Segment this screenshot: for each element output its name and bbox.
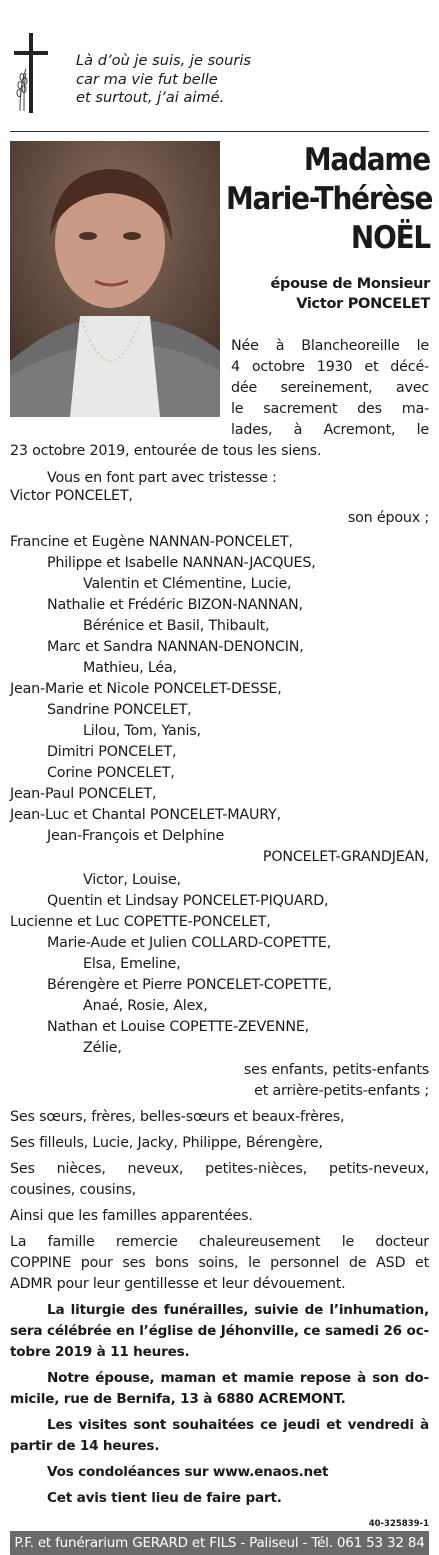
quote-line: Là d’où je suis, je souris: [76, 52, 252, 69]
quote-line: car ma vie fut belle: [76, 70, 218, 88]
birth-text-line: 4 octobre 1930 et décé-: [231, 359, 429, 375]
liturgy-line: tobre 2019 à 11 heures.: [10, 1344, 190, 1360]
family-line: Anaé, Rosie, Alex,: [83, 998, 208, 1014]
family-line: Marc et Sandra NANNAN-DENONCIN,: [47, 639, 304, 655]
family-line: Sandrine PONCELET,: [47, 702, 192, 718]
relatives-line: Ses sœurs, frères, belles-sœurs et beaux-frères,: [10, 1109, 345, 1125]
birth-text-line: Née à Blancheoreille le: [231, 338, 429, 354]
epitaph-quote: [76, 52, 376, 108]
family-line: Bérengère et Pierre PONCELET-COPETTE,: [47, 977, 332, 993]
quote-line: et surtout, j’ai aimé.: [76, 89, 225, 106]
relatives-line: cousines, cousins,: [10, 1182, 137, 1198]
family-line: Mathieu, Léa,: [83, 660, 177, 676]
family-line: son époux ;: [347, 510, 429, 526]
family-line: Victor PONCELET,: [10, 488, 133, 504]
liturgy-line: La liturgie des funérailles, suivie de l’inhumation,: [47, 1302, 429, 1318]
birth-text-line: 23 octobre 2019, entourée de tous les siens.: [10, 443, 322, 459]
thanks-line: La famille remercie chaleureusement le docteur: [10, 1234, 429, 1250]
relatives-line: Ses nièces, neveux, petites-nièces, petits-neveux,: [10, 1161, 429, 1177]
family-line: Lucienne et Luc COPETTE-PONCELET,: [10, 914, 271, 930]
family-line: Jean-Marie et Nicole PONCELET-DESSE,: [10, 681, 282, 697]
family-line: Francine et Eugène NANNAN-PONCELET,: [10, 534, 293, 550]
visits-line: partir de 14 heures.: [10, 1438, 160, 1454]
deceased-surname: NOËL: [350, 220, 430, 256]
family-line: Victor, Louise,: [83, 872, 181, 888]
repose-line: micile, rue de Bernifa, 13 à 6880 ACREMONT.: [10, 1391, 346, 1407]
family-line: et arrière-petits-enfants ;: [254, 1083, 429, 1099]
relatives-line: Ainsi que les familles apparentées.: [10, 1208, 253, 1224]
notice-line: Cet avis tient lieu de faire part.: [47, 1490, 282, 1506]
thanks-line: ADMR pour leur gentillesse et leur dévouement.: [10, 1276, 346, 1292]
family-line: Nathan et Louise COPETTE-ZEVENNE,: [47, 1019, 310, 1035]
repose-line: Notre épouse, maman et mamie repose à son do-: [47, 1370, 429, 1386]
spouse-line: épouse de Monsieur: [270, 276, 430, 292]
family-line: Nathalie et Frédéric BIZON-NANNAN,: [47, 597, 303, 613]
family-line: Corine PONCELET,: [47, 765, 175, 781]
spouse-line: Victor PONCELET: [296, 296, 430, 312]
family-line: Elsa, Emeline,: [83, 956, 181, 972]
family-line: Marie-Aude et Julien COLLARD-COPETTE,: [47, 935, 332, 951]
family-line: Lilou, Tom, Yanis,: [83, 723, 201, 739]
family-line: Philippe et Isabelle NANNAN-JACQUES,: [47, 555, 316, 571]
birth-text-line: le sacrement des ma-: [231, 401, 429, 417]
family-line: Quentin et Lindsay PONCELET-PIQUARD,: [47, 893, 329, 909]
liturgy-line: sera célébrée en l’église de Jéhonville, ce samedi 26 oc-: [10, 1323, 429, 1339]
portrait-photo: [10, 141, 220, 417]
cross-wheat-icon: [12, 33, 50, 113]
family-line: Bérénice et Basil, Thibault,: [83, 618, 270, 634]
family-line: Jean-Luc et Chantal PONCELET-MAURY,: [10, 807, 281, 823]
birth-text-line: dée sereinement, avec: [231, 380, 429, 396]
relatives-line: Ses filleuls, Lucie, Jacky, Philippe, Bérengère,: [10, 1135, 323, 1151]
thanks-line: COPPINE pour ses bons soins, le personnel de ASD et: [10, 1255, 429, 1271]
divider: [10, 131, 429, 132]
family-line: Jean-Paul PONCELET,: [10, 786, 157, 802]
funeral-home-footer: P.F. et funérarium GERARD et FILS - Paliseul - Tél. 061 53 32 84: [10, 1531, 429, 1555]
family-line: Zélie,: [83, 1040, 122, 1056]
deceased-first-names: Marie-Thérèse: [226, 181, 433, 217]
family-line: Dimitri PONCELET,: [47, 744, 177, 760]
announcement: Vous en font part avec tristesse :: [47, 470, 277, 486]
condolences-line: Vos condoléances sur www.enaos.net: [47, 1464, 329, 1480]
birth-text-line: lades, à Acremont, le: [231, 422, 429, 438]
family-line: ses enfants, petits-enfants: [243, 1062, 429, 1078]
family-line: Valentin et Clémentine, Lucie,: [83, 576, 292, 592]
reference-number: 40-325839-1: [368, 1519, 429, 1529]
family-line: PONCELET-GRANDJEAN,: [262, 849, 429, 865]
deceased-title: Madame: [303, 142, 430, 178]
family-line: Jean-François et Delphine: [47, 828, 225, 844]
visits-line: Les visites sont souhaitées ce jeudi et vendredi à: [47, 1417, 429, 1433]
